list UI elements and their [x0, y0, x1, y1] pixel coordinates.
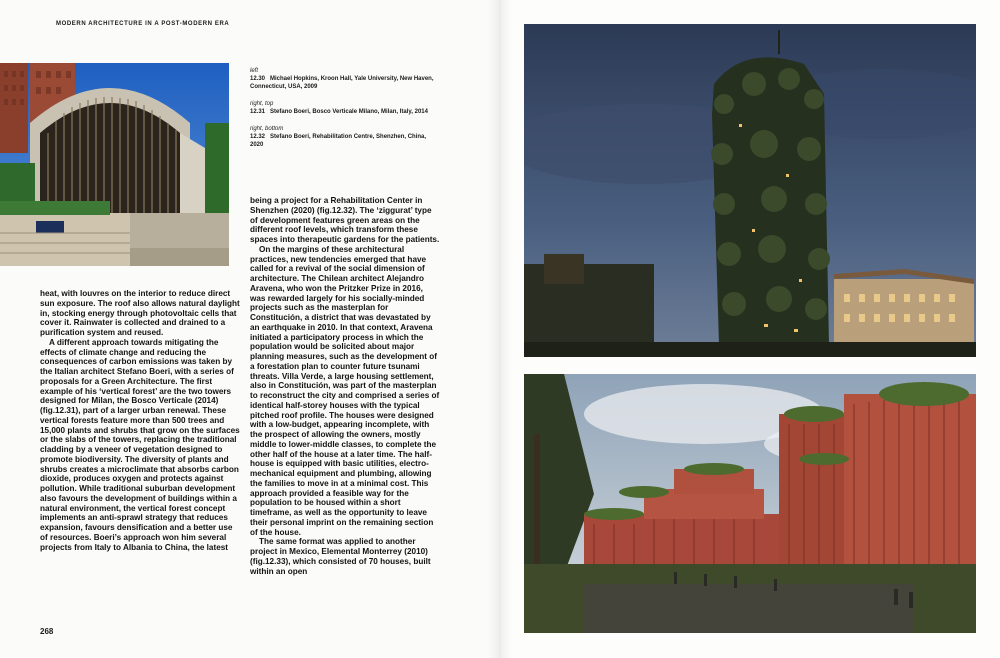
running-head: MODERN ARCHITECTURE IN A POST-MODERN ERA [56, 21, 230, 27]
photo-kroon-hall [0, 63, 229, 266]
photo-bosco-verticale [524, 24, 976, 357]
photo-rehabilitation-centre [524, 374, 976, 633]
paragraph: The same format was applied to another project in Mexico, Elemental Monterrey (2010) (fig.12.33), which consisted of 70 houses, built within an open [250, 537, 431, 576]
caption-12-32 [250, 125, 440, 149]
body-column-2 [250, 196, 440, 576]
caption-number: 12.30 [250, 76, 266, 82]
paragraph: On the margins of these architectural practices, new tendencies emerged that have called for a revival of the social dimension of architecture. The Chilean architect Alejandro Aravena, who won the Pritzker Prize in 2016, was rewarded largely for his socially-minded projects such as the masterplan for Constitución, a district that was devastated by an earthquake in 2010. In that context, Aravena initiated a participatory process in which the population would be solicited about major planning measures, such as the development of a forestation plan to counter future tsunami threats. Villa Verde, a large housing settlement, also in Constitución, was part of the masterplan to reconstruct the city and comprised a series of identical half-storey houses with the typical pitched roof profile. The houses were designed with a low-budget, appearing incomplete, with the prospect of allowing the owners, mostly middle to lower-middle classes, to complete the other half of the house at a later time. The half-house is equipped with basic utilities, electro-mechanical equipment and plumbing, allowing the families to move in at a minimal cost. This approach provided a feasible way for the population to be housed within a short timeframe, as well as the opportunity to leave their personal imprint on the remaining section of the house. [250, 244, 440, 537]
caption-12-30 [250, 67, 440, 91]
caption-text: 12.31 Stefano Boeri, Bosco Verticale Milano, Milan, Italy, 2014 [250, 109, 428, 115]
rehabilitation-centre-illustration [524, 374, 976, 633]
caption-position: left [250, 68, 259, 74]
page-number: 268 [40, 627, 54, 636]
caption-position: right, top [250, 101, 274, 107]
body-column-1 [40, 289, 240, 552]
caption-text: 12.30 Michael Hopkins, Kroon Hall, Yale University, New Haven, Connecticut, USA, 2009 [250, 76, 434, 90]
paragraph: being a project for a Rehabilitation Center in Shenzhen (2020) (fig.12.32). The ‘ziggurat’ type of development features green areas on the different roof levels, which transform these spaces into therapeutic gardens for the patients. [250, 196, 440, 244]
bosco-verticale-illustration [524, 24, 976, 357]
caption-number: 12.31 [250, 109, 266, 115]
kroon-hall-illustration [0, 63, 229, 266]
caption-12-31 [250, 100, 440, 116]
caption-text: 12.32 Stefano Boeri, Rehabilitation Centre, Shenzhen, China, 2020 [250, 134, 427, 148]
paragraph: A different approach towards mitigating the effects of climate change and reducing the consequences of carbon emissions was taken by the Italian architect Stefano Boeri, with a series of proposals for a Green Architecture. The first example of his ‘vertical forest’ are the two towers designed for Milan, the Bosco Verticale (2014) (fig.12.31), part of a larger urban renewal. These vertical forests feature more than 500 trees and 15,000 plants and shrubs that grow on the surfaces or the slabs of the towers, replacing the traditional cladding by a veneer of vegetation designed to promote biodiversity. The diversity of plants and shrubs creates a microclimate that absorbs carbon dioxide, produces oxygen and protects against pollution. While traditional suburban development also favours the development of buildings within a natural environment, the vertical forest concept implements an anti-sprawl strategy that reduces expansion, favours densification and a better use of resources. Boeri’s approach won him several projects from Italy to Albania to China, the latest [40, 337, 240, 552]
book-gutter [488, 0, 512, 658]
caption-number: 12.32 [250, 134, 266, 140]
paragraph: heat, with louvres on the interior to reduce direct sun exposure. The roof also allows natural daylight in, stocking energy through photovoltaic cells that cover it. Rainwater is collected and drained to a purification system and reused. [40, 289, 240, 337]
caption-position: right, bottom [250, 126, 284, 132]
caption-block [250, 67, 440, 158]
